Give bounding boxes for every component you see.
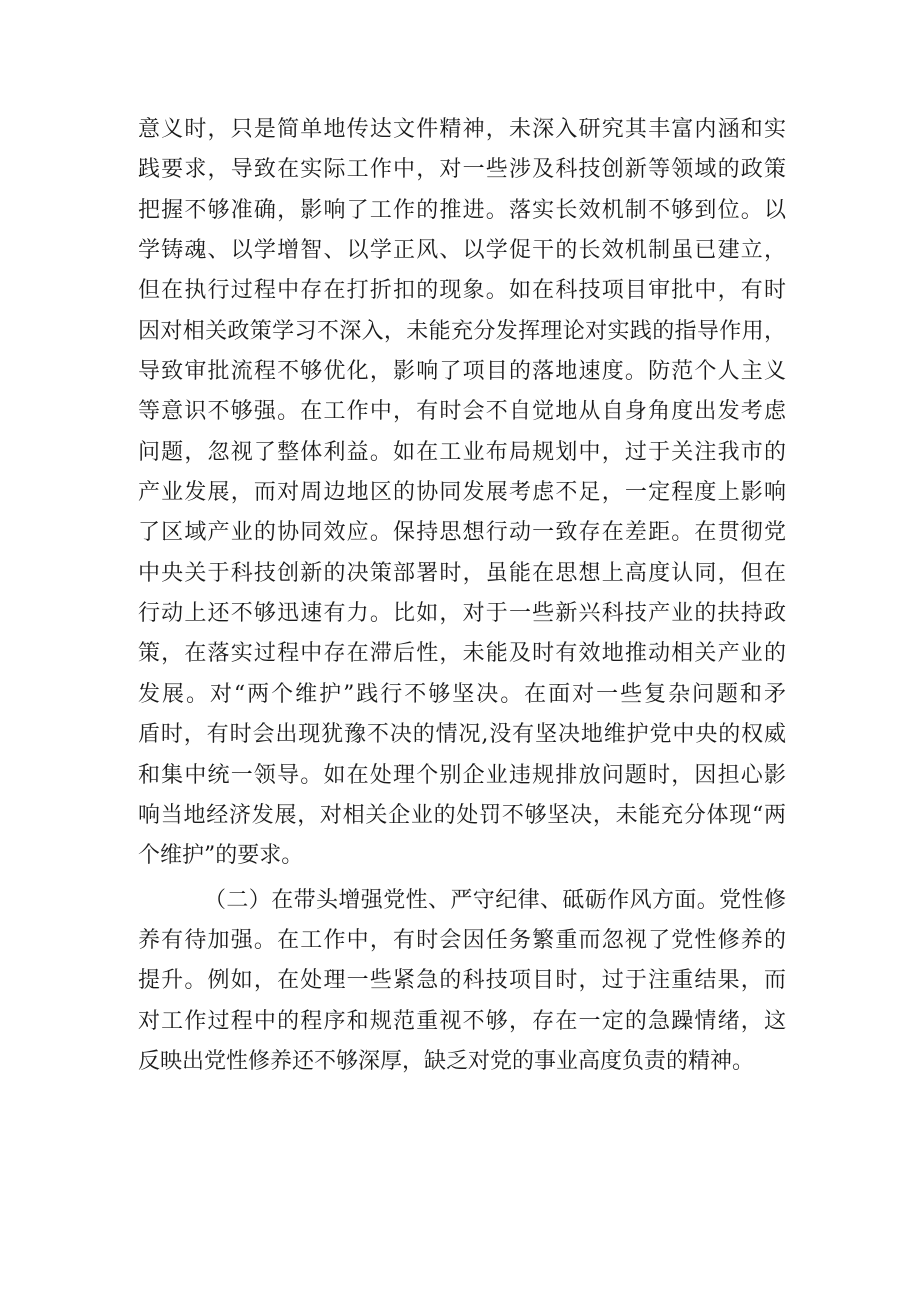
paragraph-line: 盾时，有时会出现犹豫不决的情况,没有坚决地维护党中央的权威 xyxy=(138,722,786,748)
paragraph-line: 响当地经济发展，对相关企业的处罚不够坚决，未能充分体现“两 xyxy=(138,802,786,828)
paragraph-line: 了区域产业的协同效应。保持思想行动一致存在差距。在贯彻党 xyxy=(138,520,786,546)
paragraph-line: 但在执行过程中存在打折扣的现象。如在科技项目审批中，有时 xyxy=(138,278,786,304)
paragraph-line: 问题，忽视了整体利益。如在工业布局规划中，过于关注我市的 xyxy=(138,439,786,465)
paragraph-line: 和集中统一领导。如在处理个别企业违规排放问题时，因担心影 xyxy=(138,762,786,788)
paragraph-line: 行动上还不够迅速有力。比如，对于一些新兴科技产业的扶持政 xyxy=(138,601,786,627)
paragraph-line: 对工作过程中的程序和规范重视不够，存在一定的急躁情绪，这 xyxy=(138,1008,786,1034)
paragraph-line: 把握不够准确，影响了工作的推进。落实长效机制不够到位。以 xyxy=(138,197,786,223)
paragraph-line: 导致审批流程不够优化，影响了项目的落地速度。防范个人主义 xyxy=(138,359,786,385)
paragraph-line: 学铸魂、以学增智、以学正风、以学促干的长效机制虽已建立， xyxy=(138,238,786,264)
paragraph-line: 等意识不够强。在工作中，有时会不自觉地从自身角度出发考虑 xyxy=(138,399,786,425)
paragraph-line: （二）在带头增强党性、严守纪律、砥砺作风方面。党性修 xyxy=(204,887,786,913)
paragraph-line: 因对相关政策学习不深入，未能充分发挥理论对实践的指导作用， xyxy=(138,318,786,344)
paragraph-line: 反映出党性修养还不够深厚，缺乏对党的事业高度负责的精神。 xyxy=(138,1048,755,1074)
paragraph-line: 产业发展，而对周边地区的协同发展考虑不足，一定程度上影响 xyxy=(138,480,786,506)
paragraph-line: 养有待加强。在工作中，有时会因任务繁重而忽视了党性修养的 xyxy=(138,927,786,953)
paragraph xyxy=(138,110,786,877)
document-body xyxy=(138,110,786,1082)
paragraph-line: 践要求，导致在实际工作中，对一些涉及科技创新等领域的政策 xyxy=(138,157,786,183)
paragraph xyxy=(138,881,786,1083)
paragraph-line: 发展。对“两个维护”践行不够坚决。在面对一些复杂问题和矛 xyxy=(138,681,786,707)
paragraph-line: 意义时，只是简单地传达文件精神，未深入研究其丰富内涵和实 xyxy=(138,117,786,142)
paragraph-line: 中央关于科技创新的决策部署时，虽能在思想上高度认同，但在 xyxy=(138,560,786,586)
paragraph-line: 个维护”的要求。 xyxy=(138,843,304,869)
paragraph-line: 策，在落实过程中存在滞后性，未能及时有效地推动相关产业的 xyxy=(138,641,786,667)
paragraph-line: 提升。例如，在处理一些紧急的科技项目时，过于注重结果，而 xyxy=(138,968,786,994)
